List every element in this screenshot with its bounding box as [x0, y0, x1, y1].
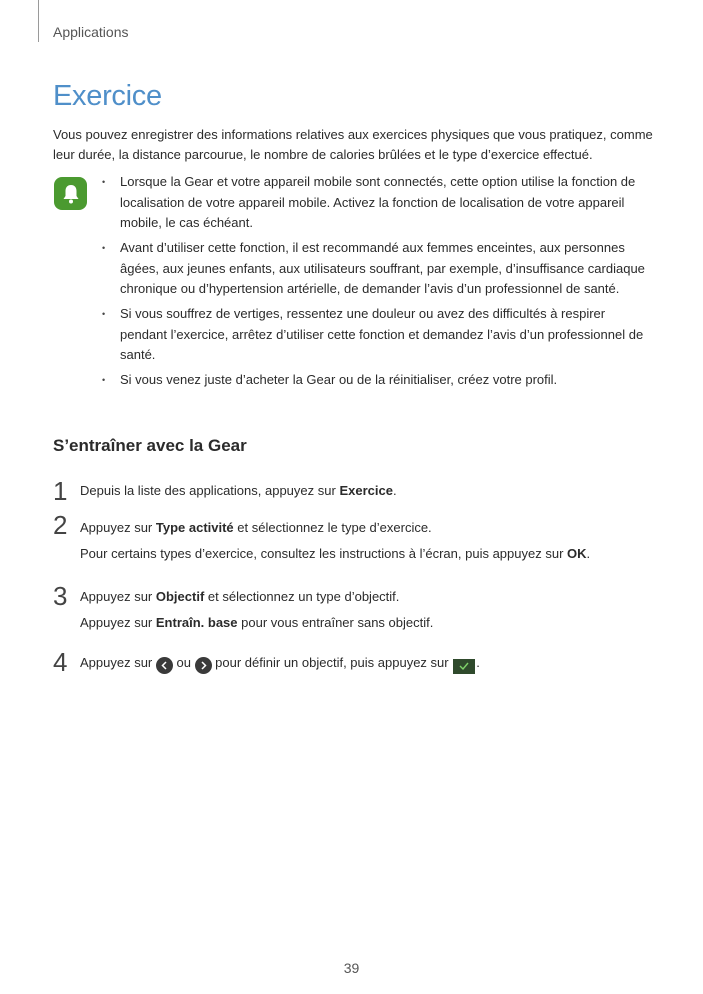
step-subtext: Appuyez sur Entraîn. base pour vous entraîner sans objectif.: [80, 615, 434, 630]
note-item: • Lorsque la Gear et votre appareil mobile sont connectés, cette option utilise la fonction de localisation de votre appareil mobile. Activez la fonction de localisation de votre appareil mobile, le cas échéant.: [100, 172, 648, 234]
step-text: Depuis la liste des applications, appuyez sur Exercice.: [80, 483, 397, 498]
ui-term: Type activité: [155, 520, 234, 535]
section-subtitle: S’entraîner avec la Gear: [53, 436, 247, 455]
bell-icon: [54, 177, 87, 210]
check-icon: [453, 659, 475, 674]
step-number: 4: [53, 647, 68, 677]
step-subtext: Pour certains types d’exercice, consultez les instructions à l’écran, puis appuyez sur OK.: [80, 546, 591, 561]
page-edge-line: [38, 0, 39, 42]
step-text: Appuyez sur ou pour définir un objectif, puis appuyez sur .: [80, 653, 480, 674]
page-number: 39: [343, 960, 360, 976]
section-label: Applications: [53, 24, 129, 40]
step-text: Appuyez sur Objectif et sélectionnez un type d’objectif.: [80, 589, 400, 604]
step-number: 1: [53, 476, 68, 506]
note-item: • Avant d’utiliser cette fonction, il est recommandé aux femmes enceintes, aux personnes âgées, aux jeunes enfants, aux utilisateurs souffrant, par exemple, d’insuffisance cardiaque chronique ou d’hypertension artérielle, de demander l’avis d’un professionnel de santé.: [100, 238, 648, 300]
step-number: 2: [53, 510, 68, 540]
ui-term: Exercice: [339, 483, 393, 498]
note-item: • Si vous venez juste d’acheter la Gear ou de la réinitialiser, créez votre profil.: [100, 370, 648, 391]
note-item: • Si vous souffrez de vertiges, ressentez une douleur ou avez des difficultés à respirer pendant l’exercice, arrêtez d’utiliser cette fonction et demandez l’avis d’un professionnel de santé.: [100, 304, 648, 366]
intro-paragraph: Vous pouvez enregistrer des informations relatives aux exercices physiques que vous pratiquez, comme leur durée, la distance parcourue, le nombre de calories brûlées et le type d’exercice effectué.: [53, 127, 653, 162]
step-text: Appuyez sur Type activité et sélectionnez le type d’exercice.: [80, 520, 432, 535]
chevron-left-icon: [156, 657, 173, 674]
note-list: [100, 172, 648, 395]
ui-term: Entraîn. base: [155, 615, 238, 630]
chevron-right-icon: [195, 657, 212, 674]
page-title: Exercice: [53, 80, 162, 112]
ui-term: Objectif: [155, 589, 205, 604]
step-number: 3: [53, 581, 68, 611]
ui-term: OK: [567, 546, 587, 561]
